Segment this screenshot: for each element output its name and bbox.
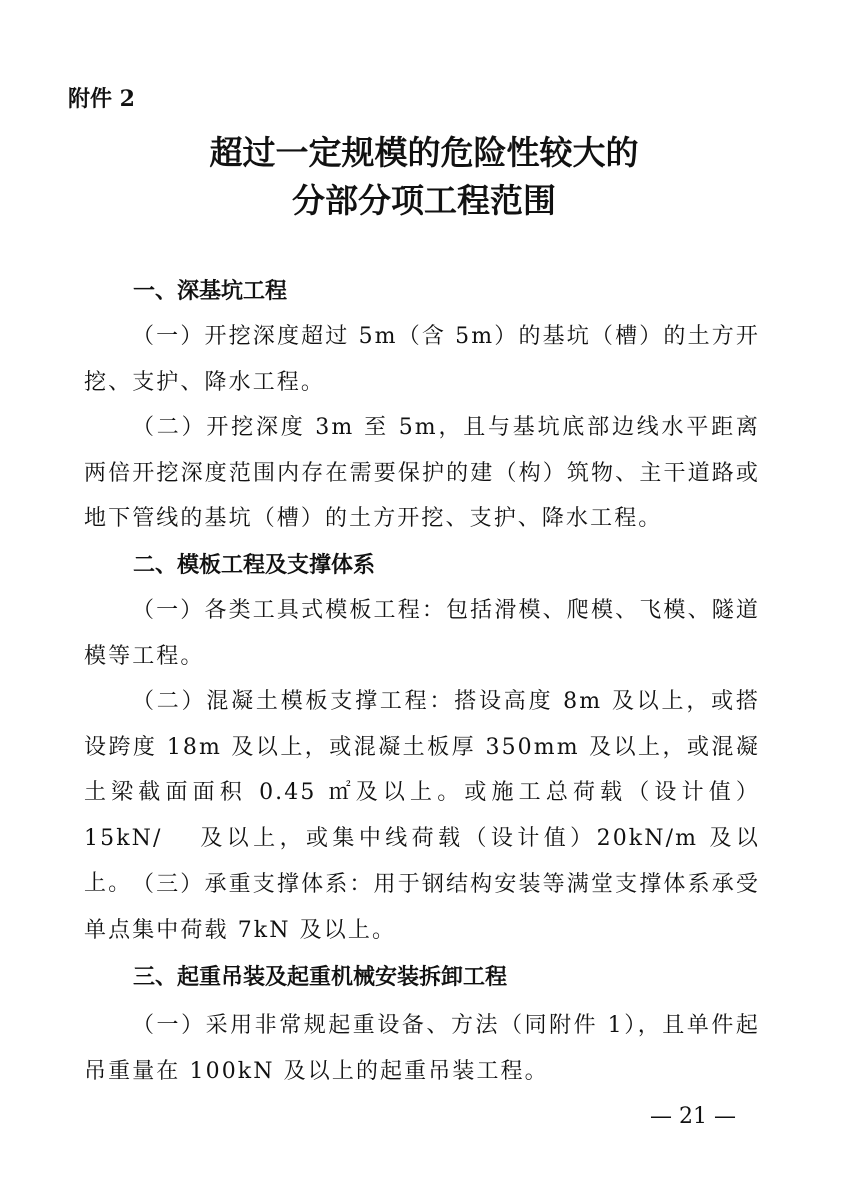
paragraph: （二）混凝土模板支撑工程：搭设高度 8m 及以上，或搭设跨度 18m 及以上，或混凝土板厚 350mm 及以上，或混凝土梁截面面积 0.45 ㎡及以上。或施工总荷载（设计值）15kN/ 及以上，或集中线荷载（设计值）20kN/m 及以上。 bbox=[84, 689, 760, 897]
paragraph: （一）采用非常规起重设备、方法（同附件 1），且单件起吊重量在 100kN 及以上的起重吊装工程。 bbox=[84, 1013, 760, 1084]
paragraph: （一）开挖深度超过 5m（含 5m）的基坑（槽）的土方开挖、支护、降水工程。 bbox=[84, 324, 760, 395]
paragraph: （一）各类工具式模板工程：包括滑模、爬模、飞模、隧道模等工程。 bbox=[84, 598, 760, 669]
document-title-line-1: 超过一定规模的危险性较大的 bbox=[209, 133, 639, 172]
section-heading-hoisting: 三、起重吊装及起重机械安装拆卸工程 bbox=[133, 964, 508, 990]
section-heading-deep-foundation-pit: 一、深基坑工程 bbox=[133, 278, 288, 304]
attachment-label: 附件 2 bbox=[68, 86, 135, 112]
document-title-line-2: 分部分项工程范围 bbox=[292, 181, 556, 220]
paragraph: （二）开挖深度 3m 至 5m，且与基坑底部边线水平距离两倍开挖深度范围内存在需要保护的建（构）筑物、主干道路或地下管线的基坑（槽）的土方开挖、支护、降水工程。 bbox=[84, 415, 760, 532]
paragraph: （三）承重支撑体系：用于钢结构安装等满堂支撑体系承受单点集中荷载 7kN 及以上。 bbox=[84, 872, 760, 943]
section-heading-formwork: 二、模板工程及支撑体系 bbox=[133, 552, 376, 578]
page-number: — 21 — bbox=[650, 1104, 736, 1129]
